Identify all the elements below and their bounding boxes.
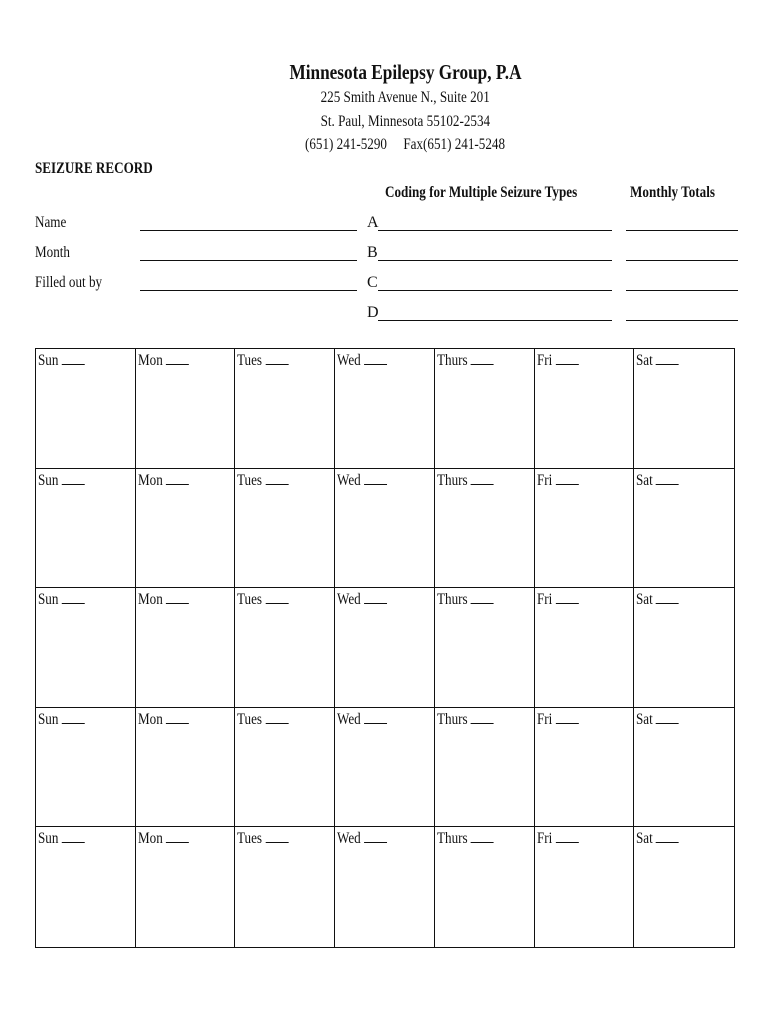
day-label: Wed bbox=[337, 710, 361, 728]
day-cell[interactable] bbox=[435, 708, 535, 828]
day-label: Fri bbox=[536, 471, 552, 489]
day-label: Sun bbox=[38, 710, 59, 728]
date-blank[interactable] bbox=[166, 484, 189, 485]
date-blank[interactable] bbox=[266, 364, 289, 365]
address-line-2: St. Paul, Minnesota 55102-2534 bbox=[320, 113, 490, 130]
day-cell[interactable] bbox=[535, 588, 635, 708]
day-cell[interactable] bbox=[435, 588, 535, 708]
day-label: Tues bbox=[237, 710, 263, 728]
date-blank[interactable] bbox=[555, 603, 578, 604]
date-blank[interactable] bbox=[656, 603, 679, 604]
day-cell[interactable] bbox=[634, 469, 734, 589]
date-blank[interactable] bbox=[656, 723, 679, 724]
day-cell[interactable] bbox=[634, 349, 734, 469]
day-cell[interactable] bbox=[235, 469, 335, 589]
form-title: SEIZURE RECORD bbox=[35, 160, 153, 177]
date-blank[interactable] bbox=[364, 842, 387, 843]
day-cell[interactable] bbox=[36, 469, 136, 589]
code-letter-b: B bbox=[367, 244, 378, 261]
code-letter-a: A bbox=[367, 214, 379, 231]
day-label: Sat bbox=[636, 830, 654, 848]
date-blank[interactable] bbox=[266, 842, 289, 843]
day-label: Sat bbox=[636, 352, 654, 369]
date-blank[interactable] bbox=[364, 484, 387, 485]
day-cell[interactable] bbox=[435, 349, 535, 469]
month-field[interactable] bbox=[140, 260, 357, 261]
monthly-totals-heading: Monthly Totals bbox=[630, 184, 715, 201]
month-label: Month bbox=[35, 244, 70, 261]
day-cell[interactable] bbox=[235, 349, 335, 469]
day-cell[interactable] bbox=[535, 469, 635, 589]
name-label: Name bbox=[35, 214, 67, 231]
date-blank[interactable] bbox=[555, 723, 578, 724]
day-label: Tues bbox=[237, 830, 263, 848]
day-cell[interactable] bbox=[335, 588, 435, 708]
day-label: Mon bbox=[137, 471, 163, 489]
day-label: Mon bbox=[137, 710, 163, 728]
day-label: Tues bbox=[237, 471, 263, 489]
code-d-description-field[interactable] bbox=[378, 320, 612, 321]
day-label: Sun bbox=[38, 591, 59, 609]
day-cell[interactable] bbox=[136, 708, 236, 828]
date-blank[interactable] bbox=[656, 484, 679, 485]
day-cell[interactable] bbox=[535, 708, 635, 828]
day-label: Thurs bbox=[436, 710, 468, 728]
day-cell[interactable] bbox=[36, 827, 136, 947]
day-label: Tues bbox=[237, 591, 263, 609]
date-blank[interactable] bbox=[555, 364, 578, 365]
day-cell[interactable] bbox=[634, 827, 734, 947]
date-blank[interactable] bbox=[166, 364, 189, 365]
code-d-total-field[interactable] bbox=[626, 320, 738, 321]
filled-out-by-field[interactable] bbox=[140, 290, 357, 291]
date-blank[interactable] bbox=[266, 484, 289, 485]
day-cell[interactable] bbox=[136, 827, 236, 947]
day-label: Wed bbox=[337, 591, 361, 609]
date-blank[interactable] bbox=[166, 842, 189, 843]
day-cell[interactable] bbox=[136, 349, 236, 469]
day-cell[interactable] bbox=[435, 469, 535, 589]
day-cell[interactable] bbox=[36, 708, 136, 828]
code-b-description-field[interactable] bbox=[378, 260, 612, 261]
day-label: Sat bbox=[636, 471, 654, 489]
day-label: Thurs bbox=[436, 471, 468, 489]
day-label: Tues bbox=[237, 352, 263, 369]
day-cell[interactable] bbox=[335, 469, 435, 589]
day-cell[interactable] bbox=[235, 588, 335, 708]
day-cell[interactable] bbox=[634, 588, 734, 708]
day-label: Sun bbox=[38, 352, 59, 369]
code-c-total-field[interactable] bbox=[626, 290, 738, 291]
name-field[interactable] bbox=[140, 230, 357, 231]
day-cell[interactable] bbox=[235, 827, 335, 947]
day-label: Sun bbox=[38, 471, 59, 489]
day-label: Thurs bbox=[436, 830, 468, 848]
day-label: Mon bbox=[137, 830, 163, 848]
date-blank[interactable] bbox=[166, 723, 189, 724]
day-label: Wed bbox=[337, 471, 361, 489]
code-b-total-field[interactable] bbox=[626, 260, 738, 261]
date-blank[interactable] bbox=[555, 484, 578, 485]
date-blank[interactable] bbox=[62, 364, 85, 365]
date-blank[interactable] bbox=[656, 842, 679, 843]
address-line-1: 225 Smith Avenue N., Suite 201 bbox=[320, 89, 490, 106]
day-cell[interactable] bbox=[535, 827, 635, 947]
date-blank[interactable] bbox=[62, 723, 85, 724]
date-blank[interactable] bbox=[62, 484, 85, 485]
date-blank[interactable] bbox=[364, 723, 387, 724]
day-cell[interactable] bbox=[136, 588, 236, 708]
day-label: Fri bbox=[536, 352, 552, 369]
code-letter-d: D bbox=[367, 304, 379, 321]
fax-number: Fax(651) 241-5248 bbox=[403, 136, 506, 153]
date-blank[interactable] bbox=[62, 842, 85, 843]
day-cell[interactable] bbox=[36, 349, 136, 469]
date-blank[interactable] bbox=[555, 842, 578, 843]
date-blank[interactable] bbox=[364, 603, 387, 604]
date-blank[interactable] bbox=[471, 842, 494, 843]
date-blank[interactable] bbox=[471, 364, 494, 365]
organization-name: Minnesota Epilepsy Group, P.A bbox=[288, 60, 522, 84]
day-label: Sat bbox=[636, 710, 654, 728]
day-label: Mon bbox=[137, 591, 163, 609]
day-cell[interactable] bbox=[136, 469, 236, 589]
code-c-description-field[interactable] bbox=[378, 290, 612, 291]
day-label: Sat bbox=[636, 591, 654, 609]
code-letter-c: C bbox=[367, 274, 378, 291]
date-blank[interactable] bbox=[62, 603, 85, 604]
day-cell[interactable] bbox=[36, 588, 136, 708]
calendar-grid bbox=[35, 348, 735, 948]
date-blank[interactable] bbox=[166, 603, 189, 604]
contact-line bbox=[0, 136, 770, 154]
day-label: Thurs bbox=[436, 352, 468, 369]
day-label: Wed bbox=[337, 352, 361, 369]
date-blank[interactable] bbox=[266, 603, 289, 604]
day-cell[interactable] bbox=[335, 827, 435, 947]
day-label: Wed bbox=[337, 830, 361, 848]
day-cell[interactable] bbox=[435, 827, 535, 947]
date-blank[interactable] bbox=[471, 723, 494, 724]
day-label: Sun bbox=[38, 830, 59, 848]
date-blank[interactable] bbox=[364, 364, 387, 365]
day-label: Thurs bbox=[436, 591, 468, 609]
date-blank[interactable] bbox=[266, 723, 289, 724]
day-label: Mon bbox=[137, 352, 163, 369]
day-cell[interactable] bbox=[235, 708, 335, 828]
date-blank[interactable] bbox=[471, 603, 494, 604]
filled-out-by-label: Filled out by bbox=[35, 274, 103, 291]
day-label: Fri bbox=[536, 591, 552, 609]
date-blank[interactable] bbox=[656, 364, 679, 365]
day-cell[interactable] bbox=[634, 708, 734, 828]
day-cell[interactable] bbox=[335, 708, 435, 828]
day-label: Fri bbox=[536, 830, 552, 848]
code-a-description-field[interactable] bbox=[378, 230, 612, 231]
code-a-total-field[interactable] bbox=[626, 230, 738, 231]
day-label: Fri bbox=[536, 710, 552, 728]
day-cell[interactable] bbox=[535, 349, 635, 469]
phone-number: (651) 241-5290 bbox=[304, 136, 387, 153]
date-blank[interactable] bbox=[471, 484, 494, 485]
coding-heading: Coding for Multiple Seizure Types bbox=[385, 184, 578, 201]
day-cell[interactable] bbox=[335, 349, 435, 469]
